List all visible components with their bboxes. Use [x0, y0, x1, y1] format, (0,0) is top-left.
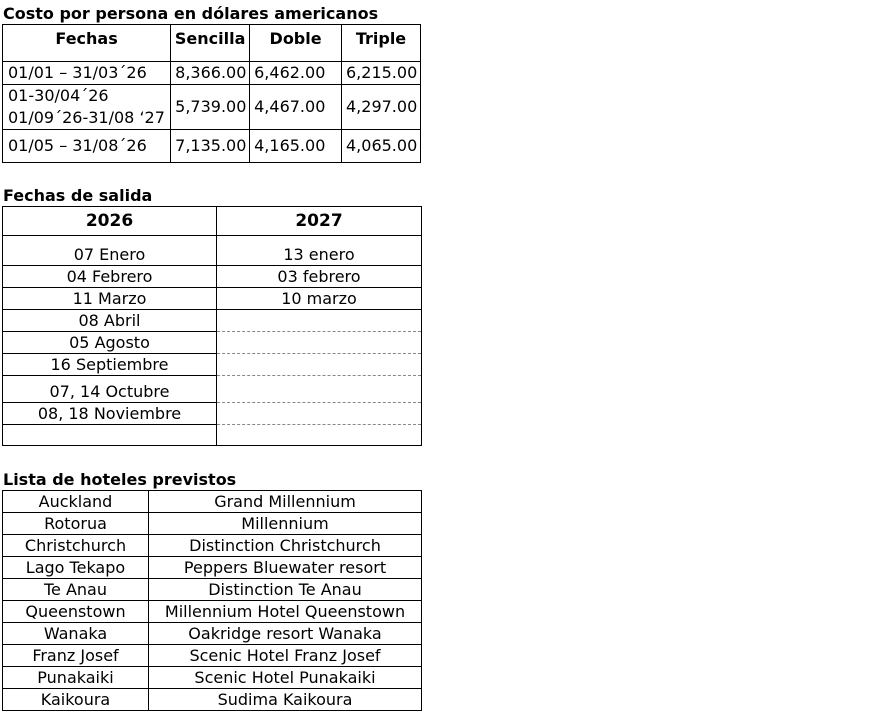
hotel-row [3, 491, 422, 513]
hotel-row [3, 535, 422, 557]
hotel-city: Lago Tekapo [3, 557, 149, 579]
date-2027 [217, 332, 422, 354]
cost-fechas [3, 85, 171, 130]
cost-section-title: Costo por persona en dólares americanos [3, 4, 379, 23]
cost-header-triple: Triple [342, 25, 421, 62]
cost-doble: 6,462.00 [250, 62, 342, 85]
hotel-name: Millennium [149, 513, 422, 535]
dates-row [3, 266, 422, 288]
hotel-name: Scenic Hotel Punakaiki [149, 667, 422, 689]
cost-sencilla: 7,135.00 [171, 130, 250, 163]
dates-header-2026: 2026 [3, 207, 217, 236]
date-2026: 07, 14 Octubre [3, 376, 217, 403]
dates-header-row [3, 207, 422, 236]
hotel-row [3, 623, 422, 645]
date-2027 [217, 376, 422, 403]
cost-table-header-row [3, 25, 421, 62]
hotel-city: Punakaiki [3, 667, 149, 689]
date-2026: 04 Febrero [3, 266, 217, 288]
hotel-name: Oakridge resort Wanaka [149, 623, 422, 645]
hotel-name: Peppers Bluewater resort [149, 557, 422, 579]
hotel-row [3, 557, 422, 579]
hotel-city: Rotorua [3, 513, 149, 535]
cost-fechas-line: 01-30/04´26 [8, 86, 109, 105]
cost-fechas: 01/05 – 31/08´26 [3, 130, 171, 163]
cost-header-doble: Doble [250, 25, 342, 62]
date-2027 [217, 354, 422, 376]
date-2027 [217, 310, 422, 332]
date-2026: 08 Abril [3, 310, 217, 332]
hotel-city: Christchurch [3, 535, 149, 557]
hotel-row [3, 667, 422, 689]
cost-row [3, 85, 421, 130]
date-2027 [217, 403, 422, 425]
cost-doble: 4,165.00 [250, 130, 342, 163]
hotel-row [3, 579, 422, 601]
hotel-city: Kaikoura [3, 689, 149, 711]
dates-header-2027: 2027 [217, 207, 422, 236]
cost-doble: 4,467.00 [250, 85, 342, 130]
dates-row [3, 354, 422, 376]
date-2027: 03 febrero [217, 266, 422, 288]
dates-row [3, 403, 422, 425]
cost-header-sencilla: Sencilla [171, 25, 250, 62]
hotels-section-title: Lista de hoteles previstos [3, 470, 237, 489]
cost-triple: 6,215.00 [342, 62, 421, 85]
dates-section-title: Fechas de salida [3, 186, 153, 205]
dates-row [3, 236, 422, 266]
date-2026: 08, 18 Noviembre [3, 403, 217, 425]
dates-row [3, 288, 422, 310]
hotels-table [2, 490, 422, 711]
date-2027: 13 enero [217, 236, 422, 266]
hotel-row [3, 601, 422, 623]
hotel-row [3, 689, 422, 711]
date-2027: 10 marzo [217, 288, 422, 310]
hotel-name: Millennium Hotel Queenstown [149, 601, 422, 623]
hotel-name: Grand Millennium [149, 491, 422, 513]
cost-table [2, 24, 421, 163]
cost-fechas-line: 01/09´26-31/08 ‘27 [8, 108, 165, 127]
cost-triple: 4,065.00 [342, 130, 421, 163]
hotel-row [3, 513, 422, 535]
date-2026: 05 Agosto [3, 332, 217, 354]
hotel-city: Franz Josef [3, 645, 149, 667]
hotel-name: Scenic Hotel Franz Josef [149, 645, 422, 667]
cost-sencilla: 5,739.00 [171, 85, 250, 130]
hotel-city: Te Anau [3, 579, 149, 601]
dates-table [2, 206, 422, 446]
dates-row [3, 425, 422, 446]
cost-fechas: 01/01 – 31/03´26 [3, 62, 171, 85]
dates-row [3, 376, 422, 403]
hotel-city: Auckland [3, 491, 149, 513]
cost-row [3, 130, 421, 163]
hotel-row [3, 645, 422, 667]
cost-sencilla: 8,366.00 [171, 62, 250, 85]
hotel-name: Distinction Te Anau [149, 579, 422, 601]
hotel-city: Wanaka [3, 623, 149, 645]
date-2027 [217, 425, 422, 446]
hotel-name: Sudima Kaikoura [149, 689, 422, 711]
date-2026: 07 Enero [3, 236, 217, 266]
cost-header-fechas: Fechas [3, 25, 171, 62]
date-2026: 16 Septiembre [3, 354, 217, 376]
hotel-city: Queenstown [3, 601, 149, 623]
dates-row [3, 332, 422, 354]
date-2026: 11 Marzo [3, 288, 217, 310]
cost-row [3, 62, 421, 85]
cost-triple: 4,297.00 [342, 85, 421, 130]
dates-row [3, 310, 422, 332]
hotel-name: Distinction Christchurch [149, 535, 422, 557]
date-2026 [3, 425, 217, 446]
